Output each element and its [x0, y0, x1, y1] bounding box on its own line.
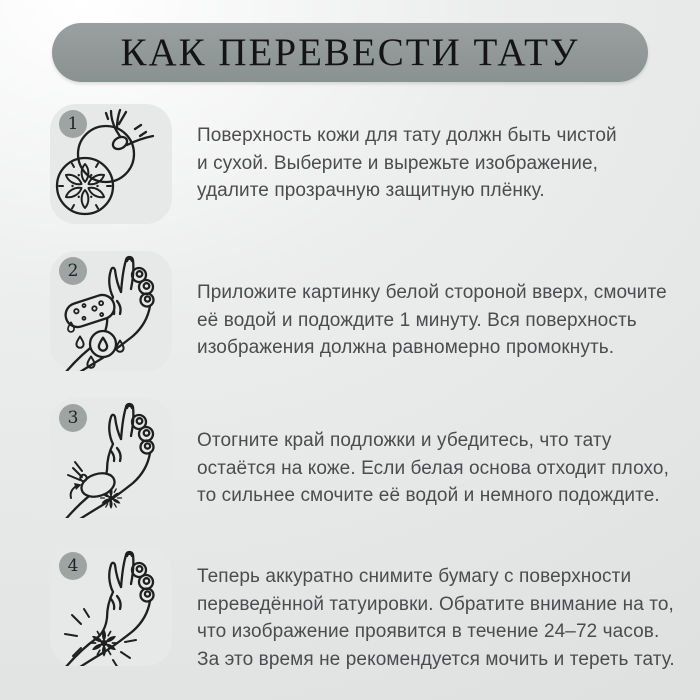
step-1-line-2: и сухой. Выберите и вырежьте изображение,	[197, 152, 599, 174]
step-1-line-3: удалите прозрачную защитную плёнку.	[197, 180, 545, 201]
step-2-line-3: изображения должна равномерно промокнуть.	[197, 337, 615, 358]
step-4-number-badge	[59, 552, 87, 580]
step-4-line-2: переведённой татуировки. Обратите внимание на то,	[197, 593, 674, 615]
step-number: 3	[67, 408, 79, 428]
step-2-text	[197, 279, 689, 362]
step-3-card	[50, 398, 172, 518]
step-1-number-badge	[59, 110, 87, 138]
step-number: 2	[67, 261, 79, 281]
step-3-number-badge	[59, 404, 87, 432]
step-2-number-badge	[59, 257, 87, 285]
step-3-line-1: Отогните край подложки и убедитесь, что тату	[197, 430, 612, 451]
step-3-line-3: то сильнее смочите её водой и немного подождите.	[197, 485, 660, 506]
step-number: 4	[67, 556, 79, 576]
step-2-card	[50, 251, 172, 371]
step-1-line-1: Поверхность кожи для тату должн быть чистой	[197, 125, 617, 146]
step-number: 1	[67, 114, 79, 134]
step-4-line-3: что изображение проявится в течение 24–72 часов.	[197, 621, 660, 642]
step-4-line-4: За это время не рекомендуется мочить и тереть тату.	[197, 648, 675, 670]
title-banner	[52, 23, 648, 82]
step-4-text	[197, 563, 689, 673]
step-3-line-2: остаётся на коже. Если белая основа отходит плохо,	[197, 457, 669, 479]
step-1-text	[197, 122, 689, 205]
step-2-line-2: её водой и подождите 1 минуту. Вся поверхность	[197, 309, 637, 331]
step-2-line-1: Приложите картинку белой стороной вверх, смочите	[197, 282, 667, 303]
step-4-line-1: Теперь аккуратно снимите бумагу с поверхности	[197, 566, 632, 587]
step-3-text	[197, 427, 689, 510]
step-4-card	[50, 546, 172, 666]
step-1-card	[50, 104, 172, 224]
page-title: КАК ПЕРЕВЕСТИ ТАТУ	[120, 31, 580, 74]
